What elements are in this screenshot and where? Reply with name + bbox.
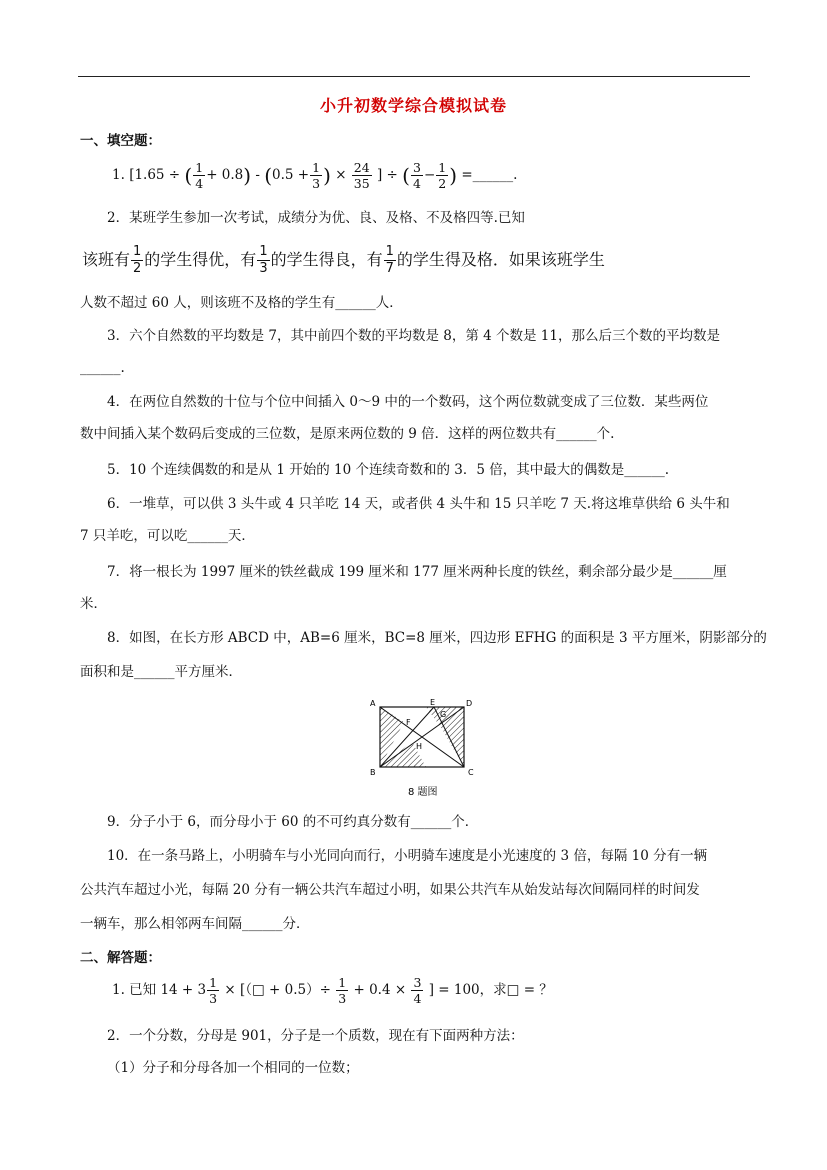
fraction: $\frac{1}{2}$ xyxy=(133,244,142,276)
question-6-line-1: 6．一堆草，可以供 3 头牛或 4 只羊吃 14 天，或者供 4 头牛和 15 只羊吃 7 天.将这堆草供给 6 头牛和 xyxy=(107,496,730,512)
question-5: 5．10 个连续偶数的和是从 1 开始的 10 个连续奇数和的 3．5 倍，其中最大的偶数是______. xyxy=(107,462,670,478)
question-2-line-2: 该班有 $\frac{1}{2}$ 的学生得优，有 $\frac{1}{3}$ 的学生得良，有 $\frac{1}{7}$ 的学生得及格．如果该班学生 xyxy=(82,244,605,276)
fraction: $\frac{1}{3}$ xyxy=(338,975,347,1006)
label-d: D xyxy=(466,699,473,708)
label-h: H xyxy=(416,742,423,751)
q1-text: [1.65 ÷ xyxy=(129,167,181,183)
fraction: $\frac{1}{4}$ xyxy=(195,160,204,191)
question-7-line-1: 7．将一根长为 1997 厘米的铁丝截成 199 厘米和 177 厘米两种长度的铁丝，剩余部分最少是______厘 xyxy=(107,564,727,580)
fraction: $\frac{24}{35}$ xyxy=(353,160,370,191)
label-a: A xyxy=(370,699,376,708)
question-10-line-1: 10．在一条马路上，小明骑车与小光同向而行，小明骑车速度是小光速度的 3 倍，每隔 10 分有一辆 xyxy=(107,848,708,864)
label-b: B xyxy=(370,768,376,777)
q1-text: − xyxy=(423,167,436,183)
question-1: 1. [1.65 ÷ ( $\frac{1}{4}$ + 0.8) - (0.5 + $\frac{1}{3}$ ) × $\frac{24}{35}$ ] ÷ ( $\frac{3}{4}$ − $\frac{1}{2}$ ) =______. xyxy=(112,160,518,191)
q1-answer-blank: =______. xyxy=(461,167,518,183)
question-3-line-1: 3．六个自然数的平均数是 7，其中前四个数的平均数是 8，第 4 个数是 11，那么后三个数的平均数是 xyxy=(107,328,720,344)
q1-text: + 0.8 xyxy=(206,167,244,183)
fraction: $\frac{1}{3}$ xyxy=(259,244,268,276)
fraction: $\frac{1}{7}$ xyxy=(385,244,394,276)
q1-text: - xyxy=(255,167,260,183)
question-8-line-1: 8．如图，在长方形 ABCD 中，AB=6 厘米，BC=8 厘米，四边形 EFHG 的面积是 3 平方厘米，阴影部分的 xyxy=(107,630,767,646)
s1-text: + 0.4 × xyxy=(353,982,407,998)
fraction: $\frac{3}{4}$ xyxy=(413,975,422,1006)
question-3-line-2: ______. xyxy=(80,360,125,376)
fraction: $\frac{1}{3}$ xyxy=(209,975,218,1006)
question-7-line-2: 米． xyxy=(80,596,107,612)
section-heading-solve: 二、解答题： xyxy=(80,950,161,966)
fraction: $\frac{1}{2}$ xyxy=(438,160,447,191)
label-c: C xyxy=(468,768,474,777)
s1-text: ] = 100，求□ = ？ xyxy=(428,982,553,998)
question-9: 9．分子小于 6，而分母小于 60 的不可约真分数有______个． xyxy=(107,814,479,830)
header-rule xyxy=(78,76,750,77)
s1-text: × [（□ + 0.5）÷ xyxy=(224,982,331,998)
label-e: E xyxy=(430,698,436,707)
label-f: F xyxy=(406,718,411,727)
solve-question-1 xyxy=(112,975,553,1006)
fraction: $\frac{1}{3}$ xyxy=(312,160,321,191)
figure-diagram xyxy=(370,697,480,801)
question-8-line-2: 面积和是______平方厘米． xyxy=(80,664,242,680)
question-4-line-2: 数中间插入某个数码后变成的三位数，是原来两位数的 9 倍．这样的两位数共有______个. xyxy=(80,426,615,442)
question-2-line-1: 2．某班学生参加一次考试，成绩分为优、良、及格、不及格四等.已知 xyxy=(107,210,525,226)
question-10-line-3: 一辆车，那么相邻两车间隔______分． xyxy=(80,916,310,932)
q1-text: × xyxy=(335,167,347,183)
solve-question-2-line-2: （1）分子和分母各加一个相同的一位数； xyxy=(107,1060,359,1076)
paren: ( xyxy=(184,163,193,188)
figure-caption: 8 题图 xyxy=(408,787,438,798)
page-title: 小升初数学综合模拟试卷 xyxy=(319,96,507,115)
q1-text: ] ÷ xyxy=(377,167,398,183)
rectangle-figure xyxy=(370,697,480,805)
s1-text: 1. 已知 14 + 3 xyxy=(112,982,207,998)
question-2-line-3: 人数不超过 60 人，则该班不及格的学生有______人． xyxy=(80,295,403,311)
q1-text: 0.5 + xyxy=(272,167,310,183)
solve-question-2-line-1: 2．一个分数，分母是 901，分子是一个质数，现在有下面两种方法： xyxy=(107,1028,524,1044)
fraction: $\frac{3}{4}$ xyxy=(412,160,421,191)
question-10-line-2: 公共汽车超过小光，每隔 20 分有一辆公共汽车超过小明，如果公共汽车从始发站每次间隔同样的时间发 xyxy=(80,882,700,898)
section-heading-fill-blank: 一、填空题： xyxy=(80,133,161,149)
label-g: G xyxy=(440,710,447,719)
question-6-line-2: 7 只羊吃，可以吃______天． xyxy=(80,528,255,544)
q1-number: 1. xyxy=(112,167,125,183)
question-4-line-1: 4．在两位自然数的十位与个位中间插入 0～9 中的一个数码，这个两位数就变成了三位数．某些两位 xyxy=(107,394,709,410)
